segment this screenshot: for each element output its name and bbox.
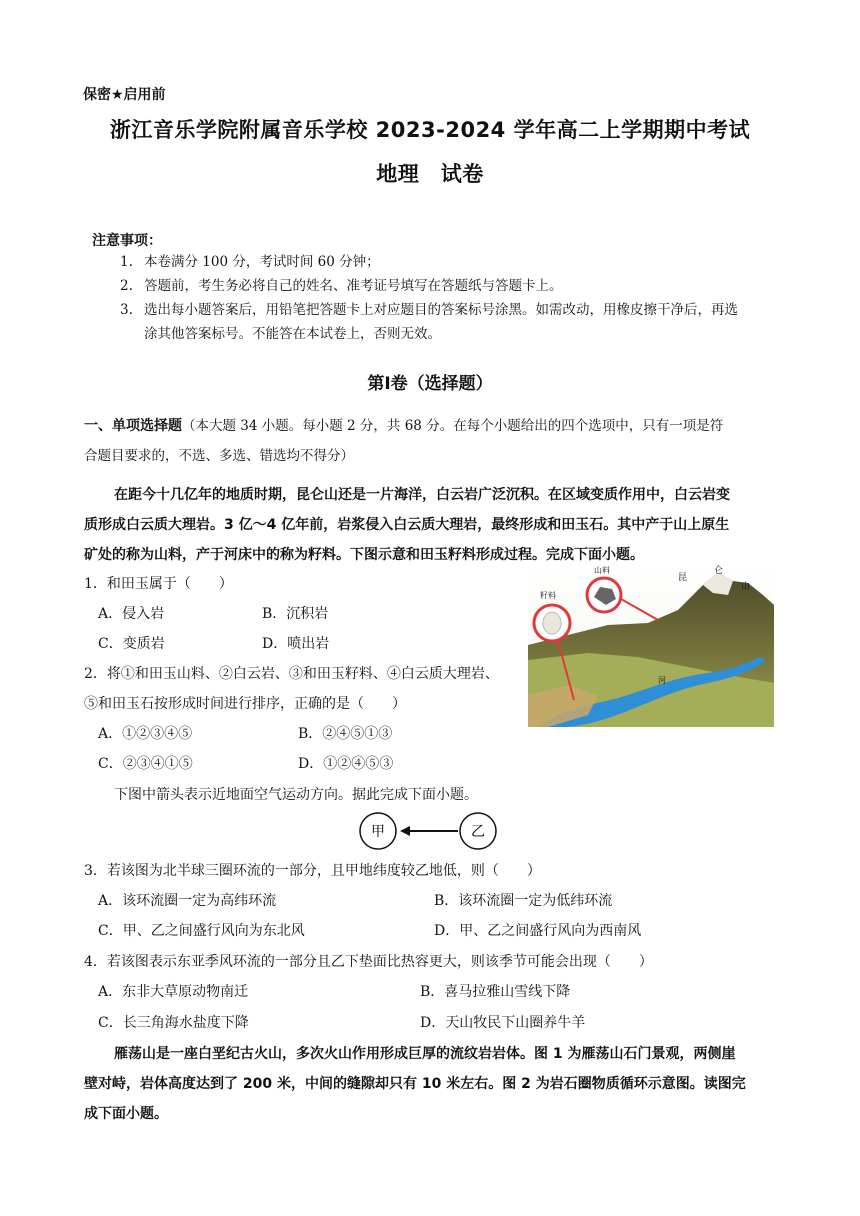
note-item-continued [120,322,770,346]
note-text: 选出每小题答案后，用铅笔把答题卡上对应题目的答案标号涂黑。如需改动，用橡皮擦干净后，再选 [144,302,738,318]
option-d: D．甲、乙之间盛行风向为西南风 [434,923,642,939]
option-d: D．①②④⑤③ [298,756,394,772]
shan-label: 山 [741,582,751,592]
notes-heading: 注意事项： [92,233,162,249]
passage-line: 壁对峙，岩体高度达到了 200 米，中间的缝隙却只有 10 米左右。图 2 为岩石圈物质循环示意图。读图完 [84,1076,746,1092]
note-item [120,298,770,322]
question-stem: 1．和田玉属于（ ） [84,576,233,592]
label-yi: 乙 [471,824,485,840]
option-a: A．该环流圈一定为高纬环流 [98,893,277,909]
label-jia: 甲 [371,824,385,840]
ziliao-label: 籽料 [540,591,556,600]
pebble-icon [543,612,561,634]
question-stem: 4．若该图表示东亚季风环流的一部分且乙下垫面比热容更大，则该季节可能会出现（ ） [84,954,653,970]
option-b: B．喜马拉雅山雪线下降 [420,984,571,1000]
note-number: 1. [120,254,133,270]
section-heading [84,414,723,435]
option-c: C．长三角海水盐度下降 [98,1015,249,1031]
option-d: D．喷出岩 [262,636,330,652]
lun-label: 仑 [714,566,724,576]
passage-line: 成下面小题。 [84,1106,168,1122]
passage-line: 质形成白云质大理岩。3 亿～4 亿年前，岩浆侵入白云质大理岩，最终形成和田玉石。其中产于山上原生 [84,517,730,533]
passage-line: 雁荡山是一座白垩纪古火山，多次火山作用形成巨厚的流纹岩岩体。图 1 为雁荡山石门景观，两侧崖 [114,1046,736,1062]
option-b: B．②④⑤①③ [298,726,393,742]
note-item [120,274,770,298]
option-b: B．该环流圈一定为低纬环流 [434,893,613,909]
option-a: A．侵入岩 [98,606,165,622]
option-c: C．甲、乙之间盛行风向为东北风 [98,923,305,939]
option-a: A．东非大草原动物南迁 [98,984,249,1000]
exam-title: 浙江音乐学院附属音乐学校 2023-2024 学年高二上学期期中考试 [109,118,751,142]
option-d: D．天山牧民下山圈养牛羊 [420,1015,586,1031]
part-title: 第Ⅰ卷（选择题） [367,374,493,394]
kun-label: 昆 [678,573,688,583]
hetian-jade-figure [528,565,774,727]
note-text: 涂其他答案标号。不能答在本试卷上，否则无效。 [144,326,441,342]
option-a: A．①②③④⑤ [98,726,193,742]
note-item [120,250,770,274]
secret-label: 保密★启用前 [83,87,166,103]
note-text: 答题前，考生务必将自己的姓名、准考证号填写在答题纸与答题卡上。 [144,278,563,294]
question-stem: 3．若该图为北半球三圈环流的一部分，且甲地纬度较乙地低，则（ ） [84,863,541,879]
note-number: 2. [120,278,133,294]
section-description: （本大题 34 小题。每小题 2 分，共 68 分。在每个小题给出的四个选项中，只有一项是符 [182,418,724,434]
section-label: 一、单项选择题 [84,418,182,434]
note-number: 3. [120,302,133,318]
question-stem: 2．将①和田玉山料、②白云岩、③和田玉籽料、④白云质大理岩、 [84,666,499,682]
section-description-cont: 合题目要求的，不选、多选、错选均不得分） [84,448,354,464]
option-c: C．②③④①⑤ [98,756,193,772]
river-label: 河 [658,676,666,685]
note-text: 本卷满分 100 分，考试时间 60 分钟； [144,254,380,270]
option-c: C．变质岩 [98,636,165,652]
exam-subtitle: 地理 试卷 [376,162,484,186]
air-movement-figure [356,810,500,852]
shanliao-label: 山料 [594,566,610,575]
intro-text: 下图中箭头表示近地面空气运动方向。据此完成下面小题。 [114,787,478,803]
passage-line: 在距今十几亿年的地质时期，昆仑山还是一片海洋，白云岩广泛沉积。在区域变质作用中，白云岩变 [114,487,730,503]
option-b: B．沉积岩 [262,606,329,622]
question-stem-cont: ⑤和田玉石按形成时间进行排序，正确的是（ ） [84,696,406,712]
passage-line: 矿处的称为山料，产于河床中的称为籽料。下图示意和田玉籽料形成过程。完成下面小题。 [84,547,644,563]
arrow-head-icon [400,826,410,836]
